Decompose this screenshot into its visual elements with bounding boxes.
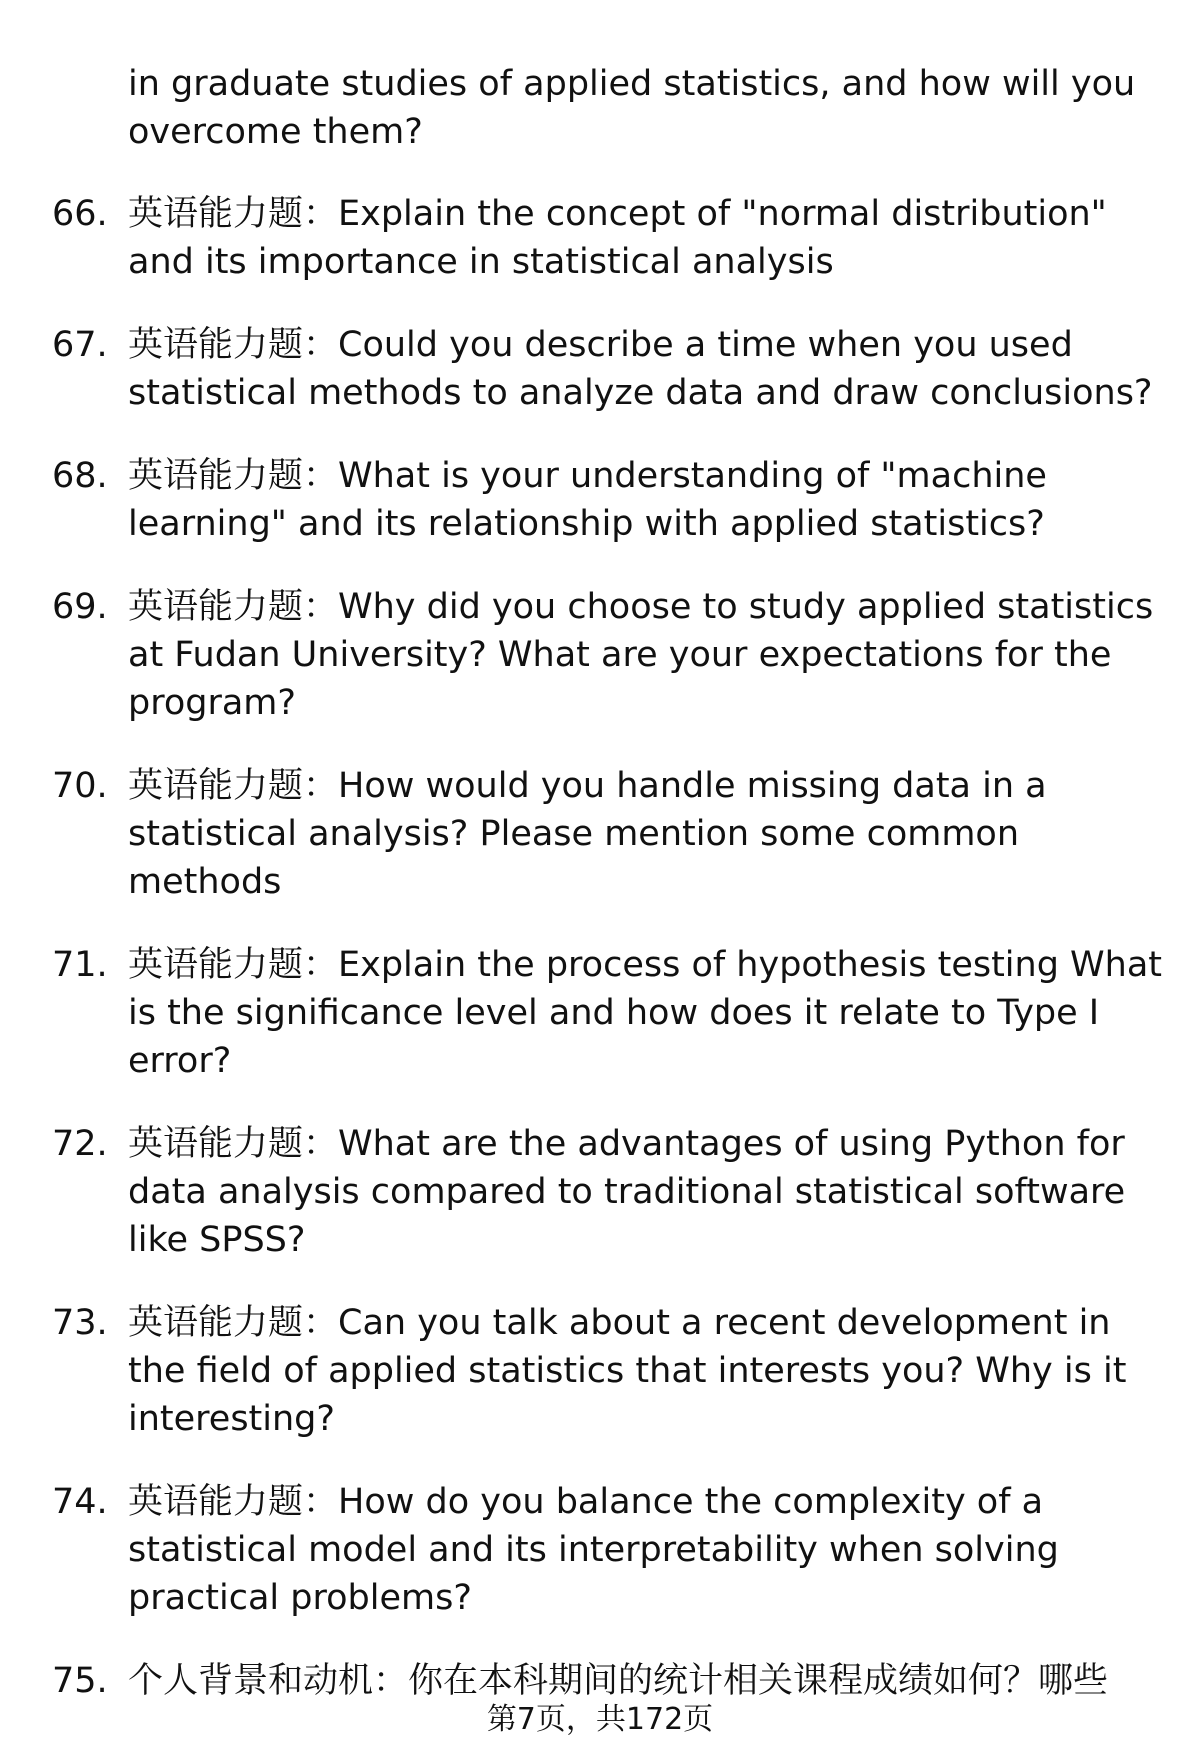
list-item (0, 762, 1168, 906)
list-item (0, 1478, 1168, 1622)
list-item (0, 452, 1168, 548)
question-category: 英语能力题： (128, 766, 339, 806)
question-category: 英语能力题： (128, 325, 339, 365)
question-text: Why did you choose to study applied statistics at Fudan University? What are your expectations for the program? (128, 587, 1154, 723)
list-item (0, 1657, 1168, 1705)
question-number: 73. (52, 1303, 108, 1343)
list-item (0, 321, 1168, 417)
question-text: What are the advantages of using Python for data analysis compared to traditional statistical software like SPSS? (128, 1124, 1126, 1260)
question-number: 66. (52, 194, 108, 234)
question-category: 英语能力题： (128, 1124, 339, 1164)
question-number: 75. (52, 1661, 108, 1701)
question-text: How would you handle missing data in a statistical analysis? Please mention some common methods (128, 766, 1047, 902)
question-category: 英语能力题： (128, 1482, 339, 1522)
question-number: 72. (52, 1124, 108, 1164)
list-item (0, 1299, 1168, 1443)
question-text: Could you describe a time when you used statistical methods to analyze data and draw conclusions? (128, 325, 1153, 413)
question-category: 个人背景和动机： (128, 1661, 409, 1701)
question-number: 68. (52, 456, 108, 496)
list-item (0, 1120, 1168, 1264)
question-text: What is your understanding of "machine learning" and its relationship with applied statistics? (128, 456, 1047, 544)
question-text: Explain the concept of "normal distribution" and its importance in statistical analysis (128, 194, 1107, 282)
page-number-footer: 第7页，共172页 (486, 1702, 714, 1737)
question-category: 英语能力题： (128, 194, 339, 234)
list-item (0, 190, 1168, 286)
question-category: 英语能力题： (128, 587, 339, 627)
list-item (0, 583, 1168, 727)
list-item (0, 941, 1168, 1085)
question-text: Can you talk about a recent development in the field of applied statistics that interests you? Why is it interesting? (128, 1303, 1127, 1439)
question-category: 英语能力题： (128, 1303, 339, 1343)
continued-question-text: in graduate studies of applied statistics, and how will you overcome them? (128, 64, 1136, 152)
question-text: How do you balance the complexity of a statistical model and its interpretability when solving practical problems? (128, 1482, 1059, 1618)
question-text: Explain the process of hypothesis testing What is the significance level and how does it relate to Type I error? (128, 945, 1163, 1081)
question-number: 69. (52, 587, 108, 627)
question-number: 67. (52, 325, 108, 365)
question-category: 英语能力题： (128, 945, 339, 985)
question-number: 71. (52, 945, 108, 985)
question-category: 英语能力题： (128, 456, 339, 496)
question-number: 70. (52, 766, 108, 806)
question-number: 74. (52, 1482, 108, 1522)
question-text: 你在本科期间的统计相关课程成绩如何？哪些 (408, 1661, 1109, 1701)
question-list (0, 190, 1200, 1740)
